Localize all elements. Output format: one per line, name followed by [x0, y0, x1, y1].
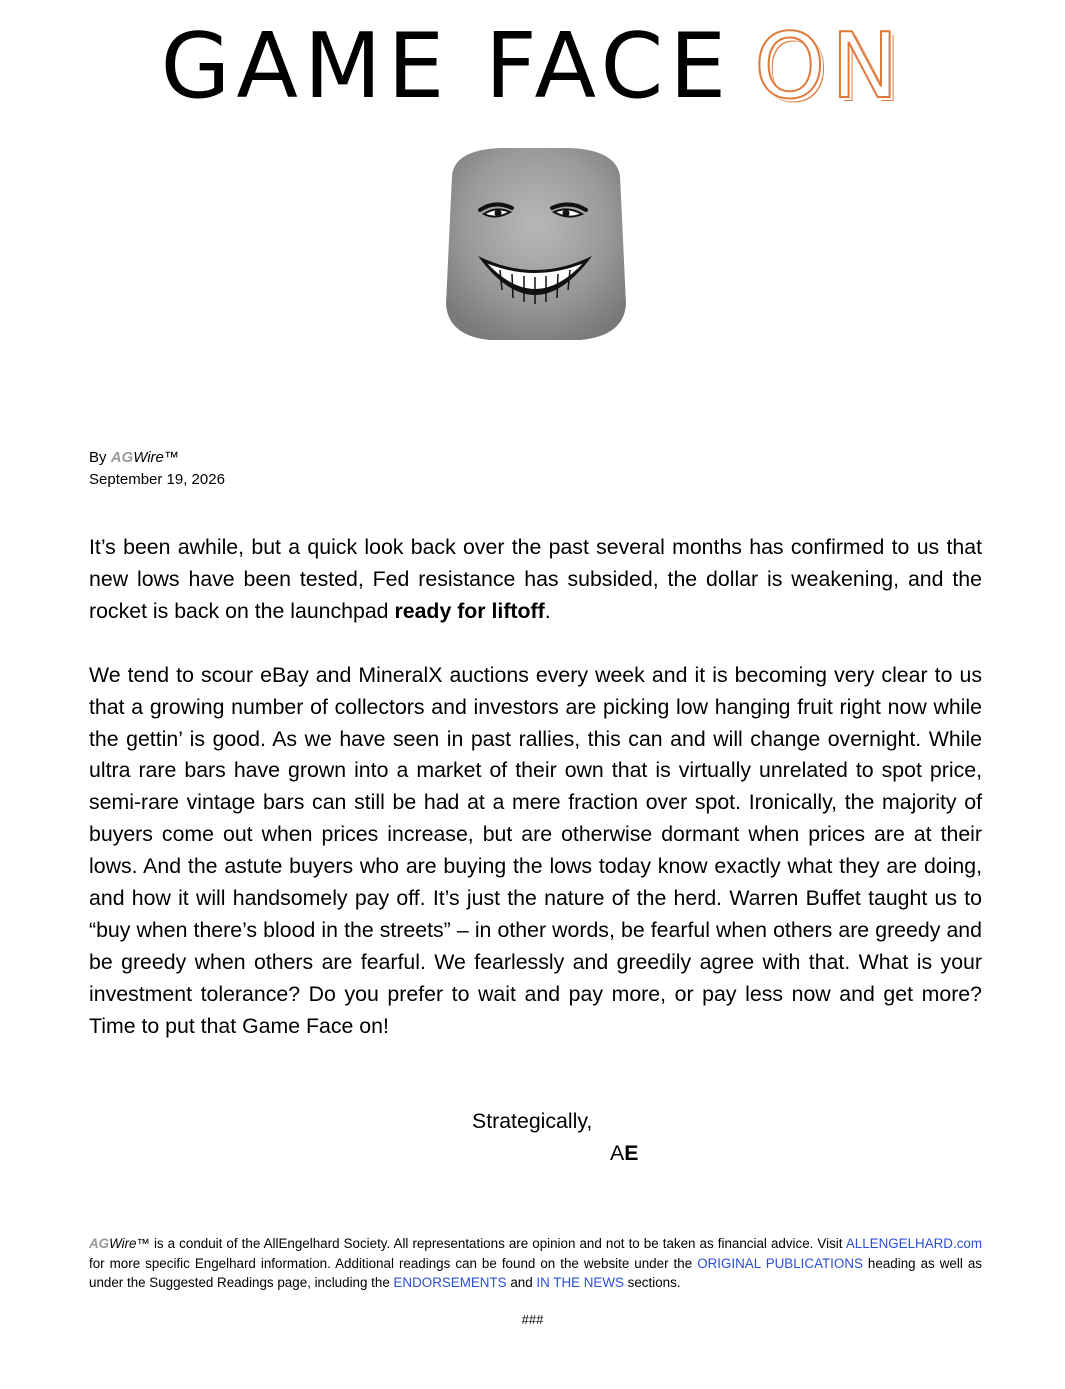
title-on: ON	[754, 14, 905, 119]
footer-text-1: is a conduit of the AllEngelhard Society. All representations are opinion and not to be taken as financial advice. Visit	[149, 1236, 846, 1251]
paragraph-1-end: .	[544, 598, 551, 623]
footer-brand-wire: Wire	[109, 1236, 137, 1251]
initial-a: A	[610, 1141, 625, 1165]
brand-tm: ™	[163, 449, 179, 466]
link-in-the-news[interactable]: IN THE NEWS	[536, 1275, 624, 1290]
initial-e: E	[624, 1141, 639, 1165]
signoff: Strategically,	[472, 1109, 593, 1133]
byline-date: September 19, 2026	[89, 471, 225, 488]
end-mark: ###	[521, 1312, 544, 1327]
face-illustration	[440, 144, 630, 342]
smiling-face-icon	[440, 144, 630, 342]
byline-author	[89, 447, 225, 469]
link-endorsements[interactable]: ENDORSEMENTS	[393, 1275, 507, 1290]
footer-brand-tm: ™	[136, 1236, 150, 1251]
footer-text-5: sections.	[623, 1275, 681, 1290]
paragraph-1-bold: ready for liftoff	[394, 598, 545, 623]
paragraph-1-text: It’s been awhile, but a quick look back over the past several months has confirmed to us that new lows have been tested, Fed resistance has subsided, the dollar is weakening, and the rocket is back on the launchpad	[89, 535, 982, 623]
signature-initials	[610, 1138, 638, 1169]
title-game-face: GAME FACE	[160, 14, 733, 119]
footer-disclaimer	[89, 1234, 982, 1293]
page-title	[0, 14, 1065, 119]
footer-brand-ag: AG	[89, 1236, 110, 1251]
brand-wire: Wire	[133, 449, 164, 466]
brand-ag: AG	[110, 449, 134, 466]
byline-prefix: By	[89, 449, 111, 466]
footer-text-4: and	[506, 1275, 537, 1290]
article-body	[89, 532, 982, 1075]
link-allengelhard[interactable]: ALLENGELHARD.com	[845, 1236, 982, 1251]
footer-text-3: heading as well as under the Suggested Readings page, including the	[89, 1255, 982, 1290]
link-original-publications[interactable]: ORIGINAL PUBLICATIONS	[697, 1255, 863, 1271]
byline	[89, 447, 225, 491]
paragraph-2: We tend to scour eBay and MineralX auctions every week and it is becoming very clear to us that a growing number of collectors and investors are picking low hanging fruit right now while the gettin’ is good. As we have seen in past rallies, this can and will change overnight. While ultra rare bars have grown into a market of their own that is virtually unrelated to spot price, semi-rare vintage bars can still be had at a mere fraction over spot. Ironically, the majority of buyers come out when prices increase, but are otherwise dormant when prices are at their lows. And the astute buyers who are buying the lows today know exactly what they are doing, and how it will handsomely pay off. It’s just the nature of the herd. Warren Buffet taught us to “buy when there’s blood in the streets” – in other words, be fearful when others are greedy and be greedy when others are fearful. We fearlessly and greedily agree with that. What is your investment tolerance? Do you prefer to wait and pay more, or pay less now and get more? Time to put that Game Face on!	[89, 662, 982, 1038]
paragraph-1	[89, 532, 982, 628]
footer-text-2: for more specific Engelhard information. Additional readings can be found on the website under the	[89, 1255, 698, 1271]
